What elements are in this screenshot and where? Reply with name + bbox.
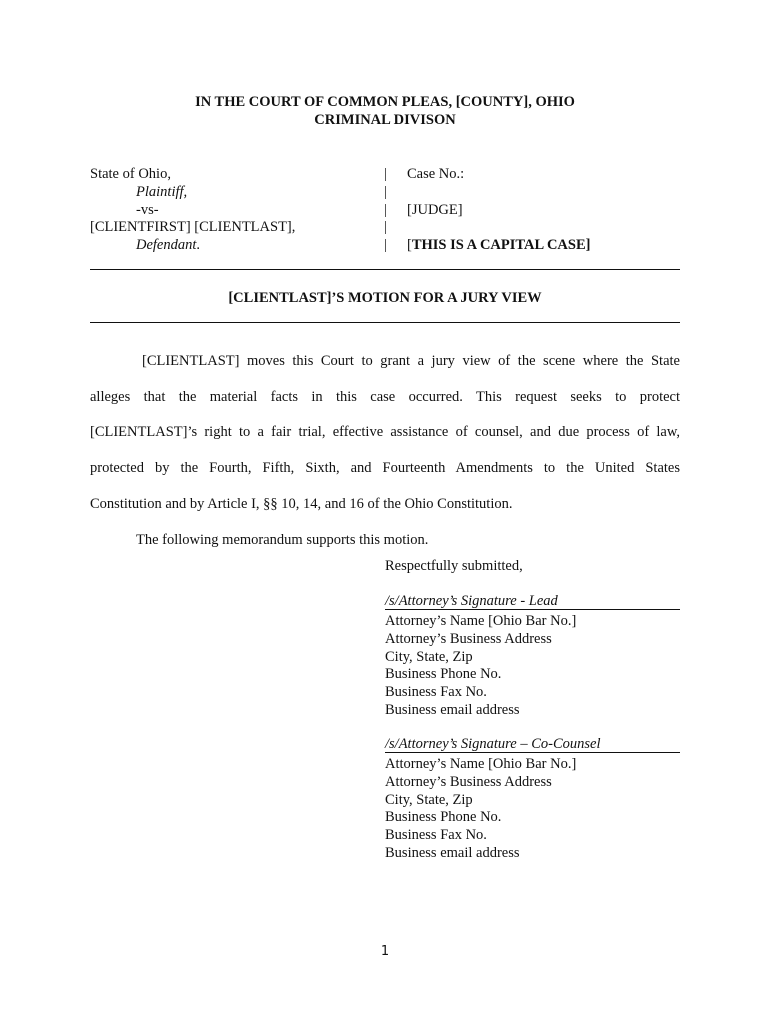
defendant-name: [CLIENTFIRST] [CLIENTLAST], — [90, 219, 296, 236]
court-heading — [0, 94, 770, 129]
attorney-phone: Business Phone No. — [385, 666, 502, 683]
defendant-role: Defendant — [136, 237, 197, 254]
attorney-address: Attorney’s Business Address — [385, 773, 552, 790]
case-number-label: Case No.: — [407, 166, 465, 182]
caption-separator: | — [384, 201, 387, 218]
attorney-signature-line: /s/Attorney’s Signature - Lead — [385, 593, 680, 610]
attorney-block-co-counsel — [385, 736, 680, 863]
signature-block — [385, 558, 680, 576]
attorney-city: City, State, Zip — [385, 791, 473, 808]
caption-divider-bottom — [90, 322, 680, 323]
attorney-signature-line: /s/Attorney’s Signature – Co-Counsel — [385, 736, 680, 753]
court-division: CRIMINAL DIVISON — [314, 111, 456, 128]
attorney-fax: Business Fax No. — [385, 827, 487, 844]
caption-separator: | — [384, 219, 387, 236]
attorney-name: Attorney’s Name [Ohio Bar No.] — [385, 613, 577, 629]
attorney-phone: Business Phone No. — [385, 809, 502, 826]
body-line: alleges that the material facts in this case occurred. This request seeks to protect — [90, 388, 680, 405]
capital-case-notice — [407, 237, 590, 254]
judge-field: [JUDGE] — [407, 201, 463, 218]
defendant-period: . — [196, 237, 201, 254]
attorney-address: Attorney’s Business Address — [385, 630, 552, 647]
attorney-email: Business email address — [385, 844, 520, 861]
capital-case-bracket: [ — [407, 237, 412, 254]
defendant-role-line — [136, 237, 200, 254]
motion-title: [CLIENTLAST]’S MOTION FOR A JURY VIEW — [228, 290, 542, 306]
attorney-email: Business email address — [385, 701, 520, 718]
attorney-block-lead — [385, 593, 680, 720]
caption-separator: | — [384, 237, 387, 254]
motion-body — [90, 344, 680, 558]
body-line: Constitution and by Article I, §§ 10, 14, and 16 of the Ohio Constitution. — [90, 495, 513, 512]
body-line: protected by the Fourth, Fifth, Sixth, and Fourteenth Amendments to the United States — [90, 460, 680, 477]
capital-case-text: THIS IS A CAPITAL CASE] — [411, 237, 591, 254]
plaintiff-role: Plaintiff, — [136, 183, 188, 200]
plaintiff-name: State of Ohio, — [90, 166, 171, 182]
caption-separator: | — [384, 183, 387, 200]
body-line: [CLIENTLAST] moves this Court to grant a jury view of the scene where the State — [142, 353, 680, 369]
court-name: IN THE COURT OF COMMON PLEAS, [COUNTY], OHIO — [195, 94, 575, 110]
memorandum-note: The following memorandum supports this motion. — [136, 531, 429, 548]
body-line: [CLIENTLAST]’s right to a fair trial, effective assistance of counsel, and due process of law, — [90, 424, 680, 441]
attorney-city: City, State, Zip — [385, 648, 473, 665]
page-number: 1 — [380, 944, 390, 959]
attorney-name: Attorney’s Name [Ohio Bar No.] — [385, 756, 577, 772]
versus-label: -vs- — [136, 201, 159, 218]
caption-divider-top — [90, 269, 680, 270]
attorney-fax: Business Fax No. — [385, 684, 487, 701]
closing-phrase: Respectfully submitted, — [385, 558, 523, 574]
caption-separator: | — [384, 166, 387, 182]
